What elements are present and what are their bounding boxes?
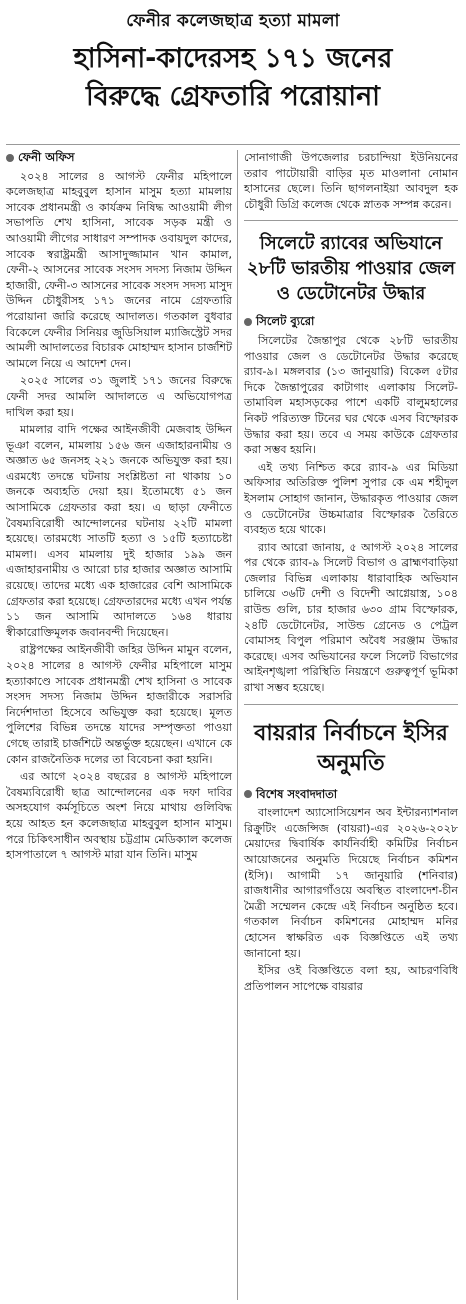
- right-column: [244, 150, 458, 996]
- main-headline: [0, 40, 466, 116]
- story2-byline: সিলেট ব্যুরো: [244, 314, 458, 330]
- story3-paragraph: বাংলাদেশ অ্যাসোসিয়েশন অব ইন্টারন্যাশনাল রিক্রুটিং এজেন্সিজ (বায়রা)-এর ২০২৬-২০২৮ মেয়াদের দ্বিবার্ষিক কার্যনির্বাহী কমিটির নির্বাচন আয়োজনের অনুমতি দিয়েছে নির্বাচন কমিশন (ইসি)। আগামী ১৭ জানুয়ারি (শনিবার) রাজধানীর আগারগাঁওয়ে অবস্থিত বাংলাদেশ-চীন মৈত্রী সম্মেলন কেন্দ্রে এই নির্বাচন অনুষ্ঠিত হবে। গতকাল নির্বাচন কমিশনের মোহাম্মদ মনির হোসেন স্বাক্ষরিত এক বিজ্ঞপ্তিতে এই তথ্য জানানো হয়।: [244, 806, 458, 960]
- section-divider: [244, 220, 458, 221]
- story3-headline: বায়রার নির্বাচনে ইসির অনুমতি: [254, 720, 448, 776]
- headline-line-1: হাসিনা-কাদেরসহ ১৭১ জনের: [73, 43, 393, 74]
- article-paragraph: ২০২৫ সালের ৩১ জুলাই ১৭১ জনের বিরুদ্ধে ফেনী সদর আমলি আদালতে এ অভিযোগপত্র দাখিল করা হয়।: [6, 374, 232, 419]
- article-paragraph: এর আগে ২০২৪ বছরের ৪ আগস্ট মহিপালে বৈষম্যবিরোধী ছাত্র আন্দোলনের এক দফা দাবির অসহযোগ কর্মসূচিতে অংশ নিয়ে মাথায় গুলিবিদ্ধ হয়ে আহত হন কলেজছাত্র মাহবুবুল হাসান মাসুম। পরে চিকিৎসাধীন অবস্থায় চট্টগ্রাম মেডিক্যাল কলেজ হাসপাতালে ৭ আগস্ট মারা যান তিনি। মাসুম: [6, 770, 232, 862]
- bullet-icon: [6, 154, 14, 162]
- story3-paragraph: ইসির ওই বিজ্ঞপ্তিতে বলা হয়, আচরণবিধি প্রতিপালন সাপেক্ষে বায়রার: [244, 964, 458, 993]
- story2-paragraph: র‍্যাব আরো জানায়, ৫ আগস্ট ২০২৪ সালের পর থেকে র‍্যাব-৯ সিলেট বিভাগ ও ব্রাহ্মণবাড়িয়া জেলার বিভিন্ন এলাকায় ধারাবাহিক অভিযান চালিয়ে ৩৬টি দেশী ও বিদেশী আগ্নেয়াস্ত্র, ১০৪ রাউন্ড গুলি, চার হাজার ৬৩০ গ্রাম বিস্ফোরক, ২৪টি ডেটোনেটর, সাউন্ড গ্রেনেড ও পেট্রল বোমাসহ বিপুল পরিমাণ অবৈধ সরঞ্জাম উদ্ধার করেছে। এসব অভিযানের ফলে সিলেট বিভাগের আইনশৃঙ্খলা পরিস্থিতি নিয়ন্ত্রণে গুরুত্বপূর্ণ ভূমিকা রাখা সম্ভব হয়েছে।: [244, 540, 458, 695]
- left-column: [6, 150, 232, 865]
- column-divider: [237, 150, 238, 1300]
- story2-headline: সিলেটে র‍্যাবের অভিযানে ২৮টি ভারতীয় পাওয়ার জেল ও ডেটোনেটর উদ্ধার: [246, 233, 456, 305]
- headline-line-2: বিরুদ্ধে গ্রেফতারি পরোয়ানা: [85, 81, 381, 112]
- story2-paragraph: সিলেটের জৈন্তাপুর থেকে ২৮টি ভারতীয় পাওয়ার জেল ও ডেটোনেটর উদ্ধার করেছে র‍্যাব-৯। মঙ্গলবার (১৩ জানুয়ারি) বিকেল ৫টার দিকে জৈন্তাপুরের কাটাগাং এলাকায় সিলেট-তামাবিল মহাসড়কের পাশে একটি বালুমহালের নিকট পরিত্যক্ত টিনের ঘর থেকে এসব বিস্ফোরক উদ্ধার করা হয়। তবে এ সময় কাউকে গ্রেফতার করা সম্ভব হয়নি।: [244, 333, 458, 457]
- article-paragraph: মামলার বাদি পক্ষের আইনজীবী মেজবাহ উদ্দিন ভূঞা বলেন, মামলায় ১৫৬ জন এজাহারনামীয় ও অজ্ঞাত ৬৫ জনসহ ২২১ জনকে অভিযুক্ত করা হয়। এরমধ্যে তদন্তে ঘটনায় সংশ্লিষ্টতা না থাকায় ১০ জনকে অব্যহতি দেয়া হয়। ইতোমধ্যে ৫১ জন আসামিকে গ্রেফতার করা হয়। এ ছাড়া ফেনীতে বৈষম্যবিরোধী আন্দোলনের ঘটনায় ২২টি মামলা হয়েছে। তারমধ্যে সাতটি হত্যা ও ১৫টি হত্যাচেষ্টা মামলা। এসব মামলায় দুই হাজার ১৯৯ জন এজাহারনামীয় ও আরো চার হাজার অজ্ঞাত আসামি রয়েছে। তাদের মধ্যে এক হাজারের বেশি আসামিকে গ্রেফতার করা হয়েছে। গ্রেফতারদের মধ্যে এখন পর্যন্ত ১১ জন আসামি আদালতে ১৬৪ ধারায় স্বীকারোক্তিমূলক জবানবন্দী দিয়েছেন।: [6, 423, 232, 639]
- byline: ফেনী অফিস: [6, 150, 232, 166]
- story2-paragraph: এই তথ্য নিশ্চিত করে র‍্যাব-৯ এর মিডিয়া অফিসার অতিরিক্ত পুলিশ সুপার কে এম শহীদুল ইসলাম সোহাগ জানান, উদ্ধারকৃত পাওয়ার জেল ও ডেটোনেটর উচ্চমাত্রার বিস্ফোরক তৈরিতে ব্যবহৃত হয়ে থাকে।: [244, 460, 458, 537]
- article-paragraph: রাষ্ট্রপক্ষের আইনজীবী জহির উদ্দিন মামুন বলেন, ২০২৪ সালের ৪ আগস্ট ফেনীর মহিপালে মাসুম হত্যাকাণ্ডে সাবেক প্রধানমন্ত্রী শেখ হাসিনা ও সাবেক সংসদ সদস্য নিজাম উদ্দিন হাজারীকে সরাসরি নির্দেশদাতা হিসেবে অভিযুক্ত করা হয়েছে। মূলত পুলিশের বিভিন্ন তদন্তে যাদের সম্পৃক্ততা পাওয়া গেছে তারাই চার্জশিটে অন্তর্ভুক্ত হয়েছেন। এখানে কে কোন রাজনৈতিক দলের তা বিবেচনা করা হয়নি।: [6, 643, 232, 766]
- bullet-icon: [244, 318, 252, 326]
- bullet-icon: [244, 790, 252, 798]
- section-divider: [244, 704, 458, 705]
- continuation-paragraph: সোনাগাজী উপজেলার চরচান্দিয়া ইউনিয়নের তরাব পাটোয়ারী বাড়ির মৃত মাওলানা নোমান হাসানের ছেলে। তিনি ছাগলনাইয়া আবদুল হক চৌধুরী ডিগ্রি কলেজ থেকে স্নাতক সম্পন্ন করেন।: [244, 151, 458, 211]
- article-paragraph: ২০২৪ সালের ৪ আগস্ট ফেনীর মহিপালে কলেজছাত্র মাহবুবুল হাসান মাসুম হত্যা মামলায় সাবেক প্রধানমন্ত্রী ও কার্যক্রম নিষিদ্ধ আওয়ামী লীগ সভাপতি শেখ হাসিনা, সাবেক সড়ক মন্ত্রী ও আওয়ামী লীগের সাধারণ সম্পাদক ওবায়দুল কাদের, সাবেক স্বরাষ্ট্রমন্ত্রী আসাদুজ্জামান খান কামাল, ফেনী-২ আসনের সাবেক সংসদ সদস্য নিজাম উদ্দিন হাজারী, ফেনী-৩ আসনের সাবেক সংসদ সদস্য মাসুদ উদ্দিন চৌধুরীসহ ১৭১ জনের নামে গ্রেফতারি পরোয়ানা জারি করেছে আদালত। গতকাল বুধবার বিকেলে ফেনীর সিনিয়র জুডিসিয়াল ম্যাজিস্ট্রেট সদর আমলী আদালতের বিচারক মোহাম্মদ হাসান চার্জশিট আমলে নিয়ে এ আদেশ দেন।: [6, 169, 232, 370]
- divider-under-headline: [6, 144, 460, 145]
- kicker-line: ফেনীর কলেজছাত্র হত্যা মামলা: [126, 11, 340, 31]
- story3-byline: বিশেষ সংবাদদাতা: [244, 787, 458, 803]
